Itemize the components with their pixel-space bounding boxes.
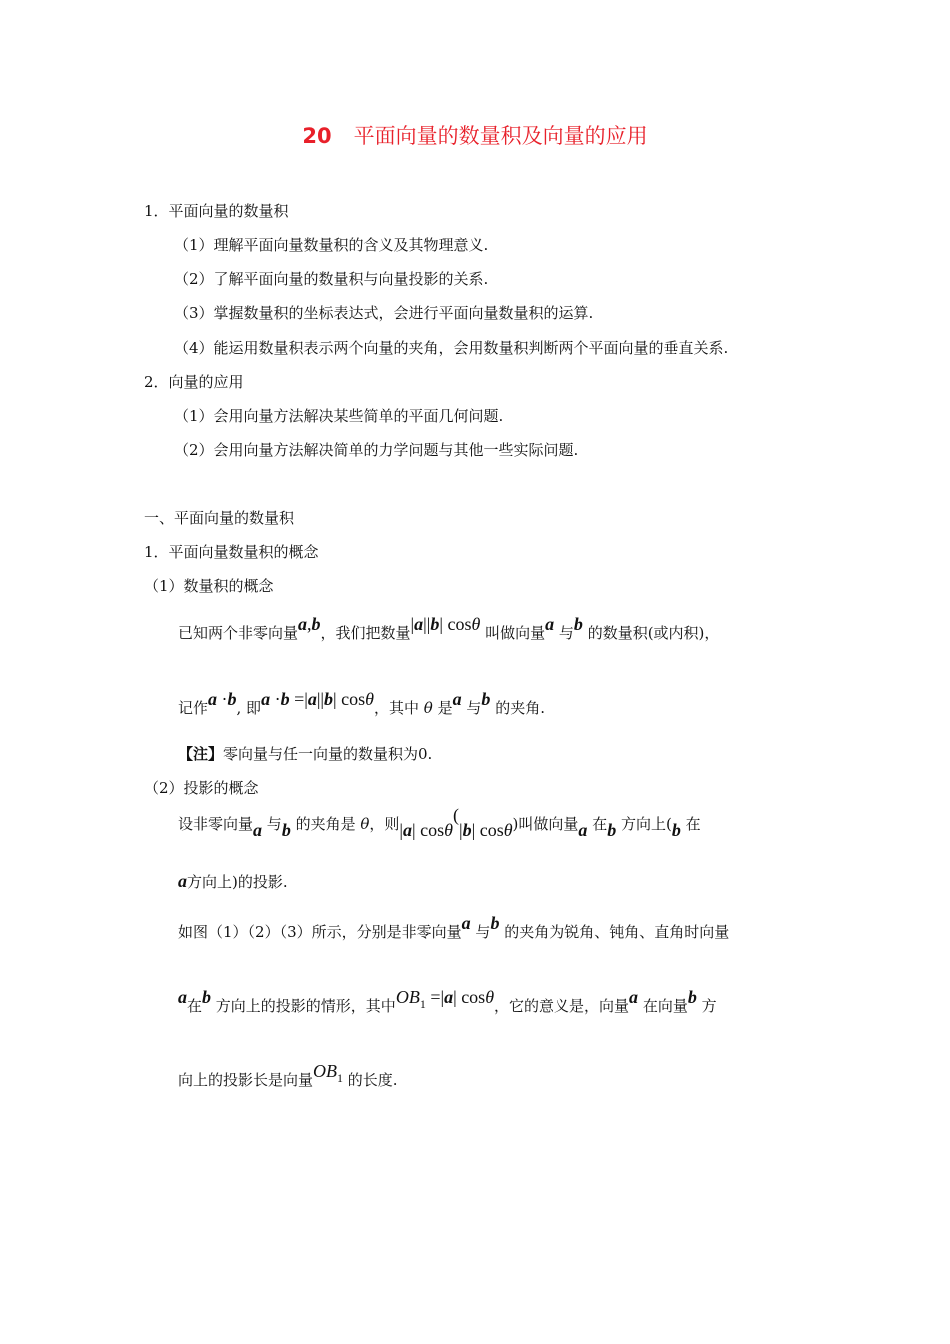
vector-b: b (573, 614, 583, 634)
concept1-title: （1）数量积的概念 (144, 577, 274, 595)
req-heading-1: 1．平面向量的数量积 (144, 202, 289, 220)
req-item-1-3: （3）掌握数量积的坐标表达式，会进行平面向量数量积的运算. (174, 304, 594, 322)
req-item-1-4: （4）能运用数量积表示两个向量的夹角，会用数量积判断两个平面向量的垂直关系. (174, 339, 729, 357)
paragraph-projection-def: 设非零向量a 与b 的夹角是 θ，则|a| cosθ(|b| cosθ)叫做向量a 在b 方向上(b 在 (178, 805, 701, 840)
paragraph-figure-ref: 如图（1）（2）（3）所示，分别是非零向量a 与b 的夹角为锐角、钝角、直角时向量 (178, 913, 730, 941)
theta-symbol: θ (423, 699, 433, 717)
note (178, 744, 432, 764)
req-item-2-2: （2）会用向量方法解决简单的力学问题与其他一些实际问题. (174, 441, 579, 459)
note-text: 零向量与任一向量的数量积为0. (223, 745, 433, 763)
formula-a-b: a,b (298, 614, 321, 634)
paragraph-projection-length: 向上的投影长是向量$OB_1$ 的长度. (178, 1061, 398, 1089)
title-text: 平面向量的数量积及向量的应用 (353, 124, 648, 148)
req-item-1-2: （2）了解平面向量的数量积与向量投影的关系. (174, 270, 489, 288)
formula-ob1: $OB_1 =|a|$ cosθ (395, 987, 495, 1011)
vector-a: a (545, 614, 555, 634)
req-item-2-1: （1）会用向量方法解决某些简单的平面几何问题. (174, 407, 504, 425)
title-number: 20 (302, 124, 332, 148)
formula-b-cos: |b| cosθ (458, 820, 513, 840)
formula-dot-product: a ·b =|a||b| cosθ (261, 689, 374, 709)
paragraph-dot-product-def: 已知两个非零向量a,b，我们把数量|a||b| cosθ 叫做向量a 与b 的数量积(或内积)， (178, 614, 720, 642)
paragraph-projection-end: a方向上)的投影. (178, 871, 288, 891)
note-label: 【注】 (178, 745, 224, 763)
section-heading: 一、平面向量的数量积 (144, 509, 295, 527)
formula-ob1-vector: $OB_1$ (313, 1061, 344, 1085)
req-item-1-1: （1）理解平面向量数量积的含义及其物理意义. (174, 236, 489, 254)
paragraph-notation: 记作a ·b, 即a ·b =|a||b| cosθ，其中 θ 是a 与b 的夹角. (178, 689, 545, 717)
formula-a-dot-b: a ·b (208, 689, 237, 709)
page-title (0, 122, 950, 150)
section-subheading: 1．平面向量数量积的概念 (144, 543, 319, 561)
formula-magnitude-cos: |a||b| cosθ (410, 614, 481, 634)
paragraph-projection-meaning: a在b 方向上的投影的情形，其中$OB_1 =|a|$ cosθ，它的意义是，向量a 在向量b 方 (178, 987, 717, 1015)
req-heading-2: 2．向量的应用 (144, 373, 244, 391)
formula-a-cos: |a| cosθ (399, 820, 453, 840)
concept2-title: （2）投影的概念 (144, 779, 259, 797)
